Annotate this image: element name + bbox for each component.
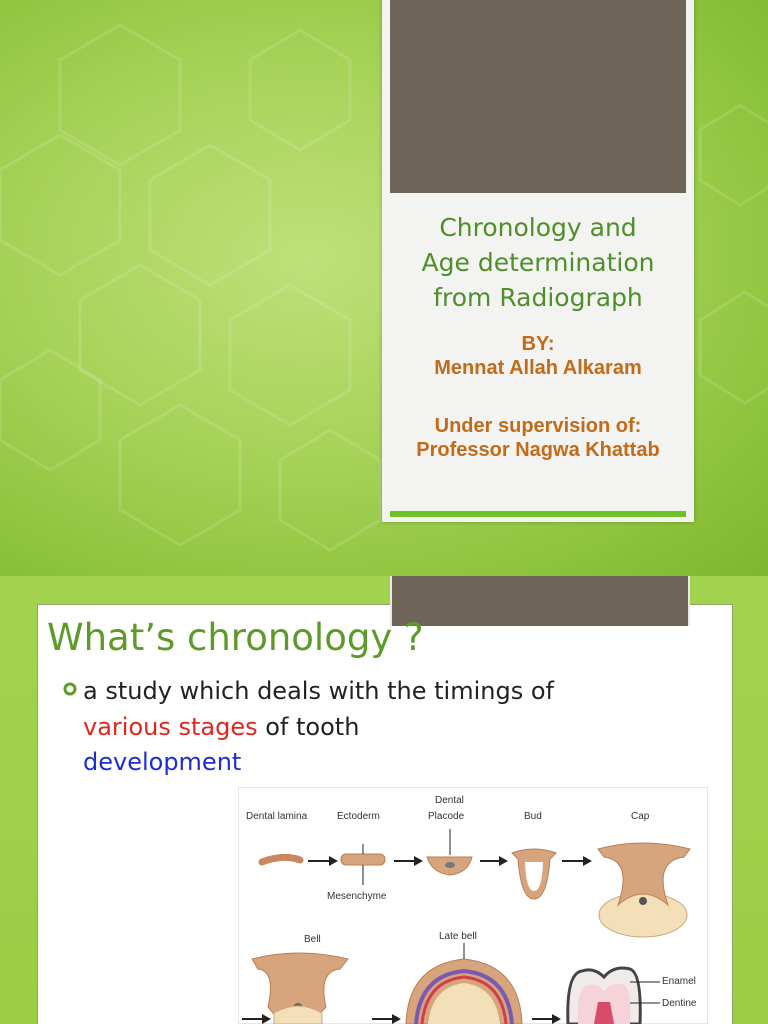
supervision-block [382,414,694,462]
decorative-brown-block [390,576,690,626]
supervisor-name: Professor Nagwa Khattab [416,439,660,461]
supervision-label: Under supervision of: [434,415,642,437]
label-cap: Cap [631,811,650,822]
tooth-development-diagram [238,787,708,1024]
label-ectoderm: Ectoderm [337,811,380,822]
bullet-ring-icon [63,682,77,696]
author-block [382,332,694,380]
label-mesenchyme: Mesenchyme [327,891,387,902]
title-panel [382,0,694,522]
label-dental-lamina: Dental lamina [246,811,308,822]
presentation-title [382,210,694,315]
decorative-brown-block [390,0,686,193]
label-placode: Placode [428,811,465,822]
label-dentine: Dentine [662,998,697,1009]
label-bud: Bud [524,811,542,822]
title-line: Chronology and [439,213,637,242]
bullet-text-part: a study which deals with the timings of [83,677,554,705]
label-bell: Bell [304,934,321,945]
slide-heading: What’s chronology ? [47,616,424,659]
title-line: Age determination [421,248,655,277]
content-slide [0,576,768,1024]
label-enamel: Enamel [662,976,696,987]
bullet-text [83,674,643,781]
label-dental: Dental [435,795,464,806]
divider-line [390,511,686,517]
title-line: from Radiograph [433,283,643,312]
author-name: Mennat Allah Alkaram [434,357,642,379]
by-label: BY: [521,333,555,355]
label-late-bell: Late bell [439,931,477,942]
highlight-various-stages: various stages [83,712,258,741]
highlight-development: development [83,748,242,776]
bullet-text-part: of tooth [257,712,360,741]
